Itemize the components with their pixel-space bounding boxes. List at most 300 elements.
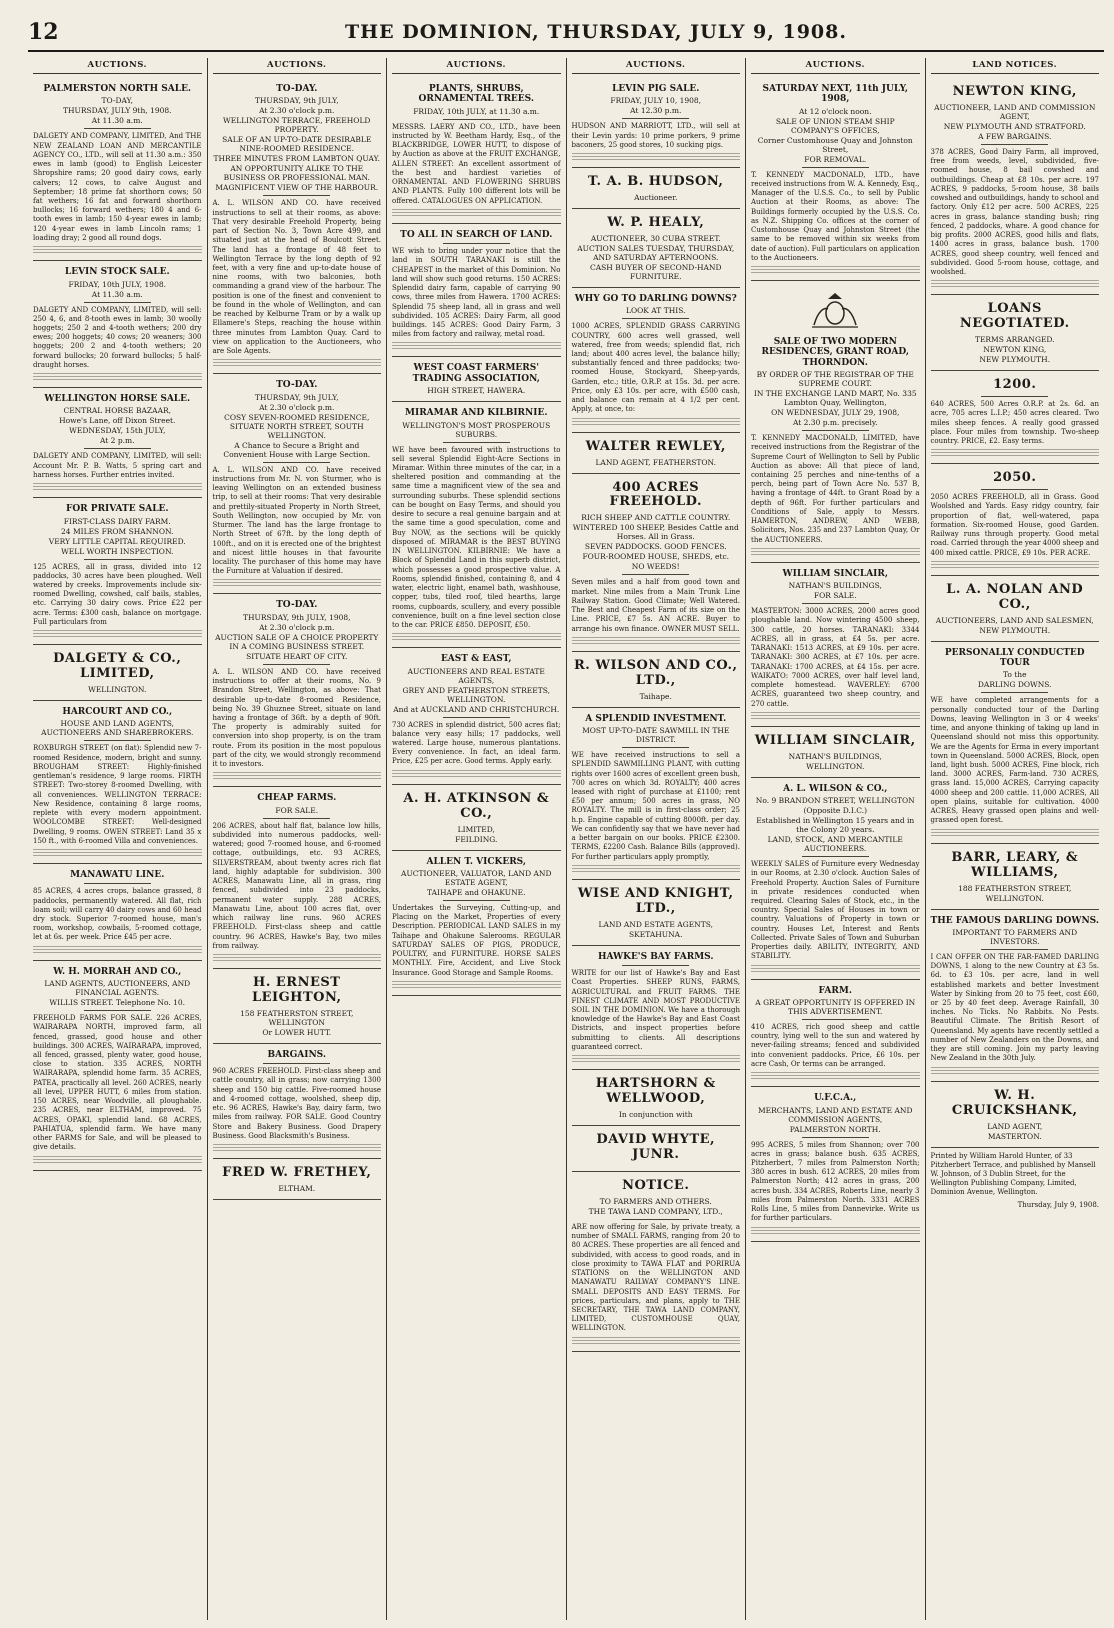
advertisement xyxy=(392,648,561,785)
ad-subline: FIRST-CLASS DAIRY FARM. xyxy=(63,516,171,526)
ad-subline: HOUSE AND LAND AGENTS, AUCTIONEERS AND SHAREBROKERS. xyxy=(41,719,194,738)
page-number: 12 xyxy=(28,19,59,45)
ad-body: A. L. WILSON AND CO. have received instructions from Mr. N. von Sturmer, who is leaving Wellington on an extended business trip, to sell at their rooms: That very desirable and prettily-situated Property in North Street, South Wellington, now occupied by Mr. von Sturmer. The land has the large frontage to North Street of 67ft. by the long depth of 100ft., and on it is erected one of the brightest and nicest little houses in that favourite locality. The purchaser of this home may have the Furniture at Valuation if desired. xyxy=(212,465,381,576)
ad-subline: (Opposite D.I.C.) xyxy=(803,806,868,816)
text-lines-filler xyxy=(751,1226,920,1234)
ad-headline: SATURDAY NEXT, 11th JULY, 1908, xyxy=(762,84,909,105)
advertisement xyxy=(751,78,920,281)
ad-subline: At 2.30 o'clock p.m. xyxy=(259,402,335,412)
masthead xyxy=(28,12,1104,52)
ad-headline: A SPLENDID INVESTMENT. xyxy=(585,713,727,724)
text-lines-filler xyxy=(33,848,202,856)
ad-subline: 24 MILES FROM SHANNON. xyxy=(61,526,174,536)
ad-body: A. L. WILSON AND CO. have received instructions to offer at their rooms, No. 9 Brandon Street, Wellington, as above: That desirable up-to-date 8-roomed Residence, being No. 39 Ghuznee Street, situate on land having a frontage of 36ft. by a depth of 90ft. The property is admirably suited for conversion into shop property, is on the tram route. From its position in the most populous part of the city, we would strongly recommend it to investors. xyxy=(212,667,381,769)
ad-headline: WHY GO TO DARLING DOWNS? xyxy=(574,293,737,304)
ad-body: Seven miles and a half from good town and market. Nine miles from a Main Trunk Line Railway Station. Good Climate; Well Watered. The Best and Cheapest Farm of its size on the Line. PRICE, £7 5s. AN ACRE. Buyer to arrange his own finance. OWNER MUST SELL. xyxy=(571,578,740,633)
text-lines-filler xyxy=(213,953,382,961)
ad-subline: THURSDAY, JULY 9th, 1908. xyxy=(62,106,172,116)
ad-subline: FEILDING. xyxy=(455,834,498,844)
advertisement xyxy=(751,727,920,778)
text-lines-filler xyxy=(931,1066,1100,1074)
ad-subline: AUCTION SALE OF A CHOICE PROPERTY IN A COMING BUSINESS STREET. xyxy=(215,632,379,651)
ad-headline: WELLINGTON HORSE SALE. xyxy=(44,394,191,405)
ad-subline: WELLINGTON TERRACE, FREEHOLD PROPERTY. xyxy=(223,116,371,135)
columns xyxy=(28,58,1104,1620)
text-lines-filler xyxy=(572,636,741,644)
ad-subline: In conjunction with xyxy=(618,1110,693,1120)
ad-subline: ON WEDNESDAY, JULY 29, 1908, xyxy=(771,408,900,418)
ad-subline: At 2.30 p.m. precisely. xyxy=(792,418,878,428)
ad-subline: At 2.30 o'clock p.m. xyxy=(259,106,335,116)
ad-subline: SITUATE HEART OF CITY. xyxy=(246,651,348,661)
printer-imprint: Printed by William Harold Hunter, of 33 Pitzherbert Terrace, and published by Mansell W. Johnson, of 3 Dublin Street, for the Wellington Publishing Company, Limited, Dominion Avenue, Wellington. xyxy=(930,1151,1096,1196)
ad-subline: GREY AND FEATHERSTON STREETS, WELLINGTON. xyxy=(402,685,550,704)
ad-subline: Or LOWER HUTT. xyxy=(262,1027,332,1037)
ad-divider xyxy=(84,448,151,449)
ad-body: 730 ACRES in splendid district, 500 acres flat; balance very easy hills; 17 paddocks, well watered. Large house, numerous plantations. Every convenience. In fact, an ideal farm. Price, £25 per acre. Good terms. Apply early. xyxy=(392,720,561,766)
ad-divider xyxy=(802,1137,869,1138)
ad-subline: Howe's Lane, off Dixon Street. xyxy=(59,416,176,426)
ad-subline: FOR REMOVAL. xyxy=(804,154,867,164)
ad-subline: 188 FEATHERSTON STREET, xyxy=(958,883,1072,893)
ad-headline: 2050. xyxy=(993,470,1037,486)
ad-headline: FRED W. FRETHEY, xyxy=(222,1165,372,1181)
advertisement xyxy=(572,209,741,288)
text-lines-filler xyxy=(931,560,1100,568)
ad-divider xyxy=(981,489,1048,490)
ad-body: 378 ACRES, Good Dairy Farm, all improved, free from weeds, level, subdivided, five-roomed house, 8 bail cowshed and outbuildings. Cheap at £8 10s. per acre. 197 ACRES, 9 paddocks, 5-room house, 38 bails cowshed and outbuildings, handy to school and factory. Only £12 per acre. 500 ACRES, 225 acres in grass, balance standing bush; ring fenced, 2 paddocks, whare. A good chance for big profits. 2000 ACRES, good hills and flats, 1400 acres in grass, balance bush. 1700 ACRES, good sheep country, well fenced and subdivided. Good 5-room house, cottage, and woolshed. xyxy=(930,147,1099,276)
ad-headline: BARR, LEARY, & WILLIAMS, xyxy=(951,849,1079,880)
ad-body: 410 ACRES, rich good sheep and cattle country, lying well to the sun and watered by never-failing streams; fenced and subdivided into convenient paddocks. Price, £6 10s. per acre Cash, Or terms can be arranged. xyxy=(751,1023,920,1068)
ad-subline: NATHAN'S BUILDINGS, xyxy=(788,751,882,761)
ad-body: MASTERTON: 3000 ACRES, 2000 acres good ploughable land. Now wintering 4500 sheep, 300 cattle, 20 horses. TARANAKI: 3344 ACRES, all in grass, at £4 5s. per acre. TARANAKI: 1513 ACRES, at £9 10s. per acre. TARANAKI: 300 ACRES, at £7 10s. per acre. TARANAKI: 1700 ACRES, at £4 15s. per acre. WAIKATO: 7000 ACRES, over half level land, complete homestead. WAVERLEY: 6700 ACRES, guaranteed two sheep country, and 270 cattle. xyxy=(751,607,920,708)
ad-divider xyxy=(443,442,510,443)
column-6 xyxy=(926,58,1105,1620)
column-heading: AUCTIONS. xyxy=(213,58,382,74)
ad-body: WE have completed arrangements for a personally conducted tour of the Darling Downs, leaving Wellington in 3 or 4 weeks' time, and anyone thinking of taking up land in Queensland should not miss this opportunity. We are the Agents for Erma in every important town in Queensland. 5000 ACRES, Block, open land, light bush. 5000 ACRES, Fine block, rich land. 3000 ACRES, Farm-land. 730 ACRES, grass land. 15,000 ACRES, Carrying capacity 4000 sheep and 200 cattle. 11,000 ACRES, All open plains, suitable for cultivation. 4000 ACRES, Heavy grassed open plains and well-grassed open forest. xyxy=(930,696,1099,825)
ad-headline: DAVID WHYTE, JUNR. xyxy=(596,1132,716,1162)
ad-subline: Corner Customhouse Quay and Johnston Street, xyxy=(757,135,913,154)
text-lines-filler xyxy=(751,265,920,273)
ad-subline: BY ORDER OF THE REGISTRAR OF THE SUPREME COURT. xyxy=(756,370,914,389)
ad-subline: NEW PLYMOUTH. xyxy=(979,625,1051,635)
advertisement xyxy=(931,1082,1100,1148)
ad-body: WE wish to bring under your notice that the land in SOUTH TARANAKI is still the CHEAPEST in the market of this Dominion. No land will show such good returns. 150 ACRES: Splendid dairy farm, capable of carrying 90 cows, three miles from Hawera. 1700 ACRES: Splendid 75 sheep land, all in grass and well subdivided. 105 ACRES: Dairy Farm, all good buildings. 145 ACRES: Good Dairy Farm, 3 miles from factory and railway, metal road. xyxy=(392,247,561,339)
ad-subline: AN OPPORTUNITY ALIKE TO THE BUSINESS OR PROFESSIONAL MAN. xyxy=(223,164,370,183)
text-lines-filler xyxy=(392,341,561,349)
ad-headline: TO ALL IN SEARCH OF LAND. xyxy=(400,229,553,240)
ad-body: WRITE for our list of Hawke's Bay and East Coast Properties. SHEEP RUNS, FARMS, AGRICULTURAL and FRUIT FARMS. THE FINEST CLIMATE AND MOST PRODUCTIVE SOIL IN THE DOMINION. We have a thorough knowledge of the Hawke's Bay and East Coast Districts, and inspect properties before submitting to clients. All descriptions guaranteed correct. xyxy=(571,969,740,1051)
advertisement xyxy=(572,652,741,708)
ad-body: 640 ACRES, 500 Acres O.R.P. at 2s. 6d. an acre, 705 acres L.I.P.; 450 acres cleared. Two miles sheep fences. A really good grassed place. Four miles from township. Two-sheep country. PRICE, £2. Easy terms. xyxy=(930,400,1099,445)
ad-headline: THE FAMOUS DARLING DOWNS. xyxy=(930,915,1099,926)
ad-subline: FOUR-ROOMED HOUSE, SHEDS, etc. xyxy=(582,552,730,562)
royal-coat-of-arms-icon xyxy=(751,289,920,333)
column-1 xyxy=(28,58,208,1620)
advertisement xyxy=(33,864,202,961)
advertisement xyxy=(392,785,561,851)
ad-subline: At 2.30 o'clock p.m. xyxy=(259,622,335,632)
advertisement xyxy=(931,642,1100,844)
ad-headline: MIRAMAR AND KILBIRNIE. xyxy=(405,408,548,419)
ad-headline: LOANS NEGOTIATED. xyxy=(959,301,1070,332)
text-lines-filler xyxy=(751,711,920,719)
ad-divider xyxy=(263,195,330,196)
ad-subline: WELLINGTON'S MOST PROSPEROUS SUBURBS. xyxy=(402,420,551,439)
ad-subline: AUCTIONEERS AND REAL ESTATE AGENTS, xyxy=(407,666,545,685)
imprint-date: Thursday, July 9, 1908. xyxy=(1017,1201,1099,1209)
text-lines-filler xyxy=(931,279,1100,287)
advertisement xyxy=(751,778,920,980)
ad-headline: ALLEN T. VICKERS, xyxy=(426,856,526,867)
ad-body: A. L. WILSON AND CO. have received instructions to sell at their rooms, as above: That very desirable Freehold Property, being part of Section No. 3, Town Acre 499, and situated just at the head of Boulcott Street. The land has a frontage of 48 feet to Wellington Terrace by the long depth of 92 feet, with a very fine and up-to-date house of nine rooms, with two balconies, both commanding a grand view of the harbour. The position is one of the finest and convenient to be found in the whole of Wellington, and can be reached by Kelburne Tram or by a walk up Ellamere's Steps, reaching the house within three minutes from Lambton Quay. Card to view on application to the Auctioneers, who are Sole Agents. xyxy=(212,199,381,356)
ad-subline: At 2 p.m. xyxy=(99,436,135,446)
ad-subline: THURSDAY, 9th JULY, 1908, xyxy=(242,612,351,622)
ad-subline: WELLINGTON. xyxy=(806,761,865,771)
ad-divider xyxy=(802,430,869,431)
ad-subline: SEVEN PADDOCKS. GOOD FENCES. xyxy=(584,542,727,552)
ad-subline: AUCTIONEER, LAND AND COMMISSION AGENT, xyxy=(934,102,1096,121)
ad-body: T. KENNEDY MACDONALD, LIMITED, have received instructions from the Registrar of the Supreme Court of Wellington to Sell by Public Auction as above: All that piece of land, containing 25 perches and nine-tenths of a perch, being part of Town Acre No. 537 B, having a frontage of 44ft. to Grant Road by a depth of 96ft. For further particulars and Conditions of Sale, apply to Messrs. HAMERTON, ANDREW, AND WEBB, Solicitors, Nos. 235 and 237 Lambton Quay, Or the AUCTIONEERS. xyxy=(751,434,920,544)
advertisement xyxy=(572,946,741,1070)
ad-divider xyxy=(622,965,689,966)
ad-divider xyxy=(443,900,510,901)
ad-subline: WINTERED 100 SHEEP, Besides Cattle and Horses. All in Grass. xyxy=(572,523,739,542)
column-heading: AUCTIONS. xyxy=(33,58,202,74)
ad-subline: At 11.30 a.m. xyxy=(91,289,143,299)
advertisement xyxy=(572,1070,741,1126)
ad-subline: At 12 o'clock noon. xyxy=(798,106,872,116)
ad-headline: 1200. xyxy=(993,377,1037,393)
ad-subline: Taihape. xyxy=(639,691,672,701)
ad-subline: No. 9 BRANDON STREET, WELLINGTON xyxy=(755,796,915,806)
advertisement xyxy=(572,708,741,880)
advertisement xyxy=(33,961,202,1171)
column-heading: AUCTIONS. xyxy=(392,58,561,74)
ad-subline: MOST UP-TO-DATE SAWMILL IN THE DISTRICT. xyxy=(582,726,730,745)
ad-body: DALGETY AND COMPANY, LIMITED, will sell: 250 4, 6, and 8-tooth ewes in lamb; 30 woolly hoggets; 250 2 and 4-tooth wethers; 200 dry ewes; 200 hoggets; 40 cows; 20 weaners; 300 hoggets; 200 2 and 4-tooth wethers; 20 forward bullocks; 20 forward bullocks; 5 half-draught horses. xyxy=(33,305,202,369)
text-lines-filler xyxy=(33,629,202,637)
text-lines-filler xyxy=(392,769,561,777)
newspaper-title: THE DOMINION, THURSDAY, JULY 9, 1908. xyxy=(345,21,847,43)
text-lines-filler xyxy=(33,1155,202,1163)
text-lines-filler xyxy=(33,482,202,490)
ad-headline: FARM. xyxy=(818,985,852,996)
ad-subline: A Chance to Secure a Bright and Convenient House with Large Section. xyxy=(223,440,371,459)
ad-divider xyxy=(981,949,1048,950)
text-lines-filler xyxy=(33,372,202,380)
ad-subline: At 11.30 a.m. xyxy=(91,116,143,126)
ad-subline: LAND AGENTS, AUCTIONEERS, AND FINANCIAL AGENTS. xyxy=(44,979,191,998)
advertisement xyxy=(931,295,1100,371)
ad-headline: BARGAINS. xyxy=(267,1049,326,1060)
ad-headline: T. A. B. HUDSON, xyxy=(588,174,724,190)
ad-subline: HIGH STREET, HAWERA. xyxy=(427,386,526,396)
advertisement xyxy=(213,1044,382,1159)
ad-subline: AUCTIONEER, 30 CUBA STREET. xyxy=(590,233,721,243)
advertisement xyxy=(213,594,382,787)
text-lines-filler xyxy=(213,358,382,366)
ad-headline: WISE AND KNIGHT, LTD., xyxy=(577,885,734,916)
advertisement xyxy=(572,880,741,946)
ad-body: ROXBURGH STREET (on flat): Splendid new 7-roomed Residence, modern, bright and sunny. BROUGHAM STREET: Highly-finished gentleman's residence, 9 large rooms. FIRTH STREET: Two-storey 8-roomed Dwelling, with all conveniences. WELLINGTON TERRACE: New Residence, containing 8 large rooms, replete with every modern appointment. WOOLCOMBE STREET: Well-designed Dwelling, 9 rooms. OWEN STREET: Land 35 x 150 ft., with 6-roomed Villa and conveniences. xyxy=(33,744,202,845)
ad-subline: And at AUCKLAND AND CHRISTCHURCH. xyxy=(393,704,560,714)
column-heading: LAND NOTICES. xyxy=(931,58,1100,74)
column-5 xyxy=(746,58,926,1620)
ad-subline: TO-DAY, xyxy=(101,96,133,106)
ad-subline: TERMS ARRANGED. xyxy=(974,335,1055,345)
advertisement xyxy=(213,374,382,594)
ad-headline: NOTICE. xyxy=(622,1177,690,1193)
ad-subline: SKETAHUNA. xyxy=(629,929,683,939)
ad-subline: WILLIS STREET. Telephone No. 10. xyxy=(49,998,186,1008)
ad-headline: A. L. WILSON & CO., xyxy=(783,783,888,794)
text-lines-filler xyxy=(213,578,382,586)
ad-headline: NEWTON KING, xyxy=(952,84,1077,99)
ad-body: FREEHOLD FARMS FOR SALE. 226 ACRES, WAIRARAPA NORTH, improved farm, all fenced, grassed, good house and other buildings. 300 ACRES, WAIRARAPA, improved, all fenced, grassed, plenty water, good house, close to station. 335 ACRES, NORTH WAIRARAPA, splendid home farm. 35 ACRES, PATEA, practically all level. 260 ACRES, nearly all level, UPPER HUTT, 6 miles from station. 150 ACRES, near Woodville, all ploughable. 235 ACRES, near ELTHAM, improved. 75 ACRES, OPAKI, splendid land. 68 ACRES, PAHIATUA, splendid farm. We have many other FARMS for Sale, and will be pleased to give details. xyxy=(33,1014,202,1152)
ad-body: 2050 ACRES FREEHOLD, all in Grass. Good Woolshed and Yards. Easy ridgy country, fair proportion of flat, well-watered, papa formation. Six-roomed House, good Garden. Railway runs through property. Good metal road. Carried through the year 4000 sheep and 400 mixed cattle. PRICE, £9 10s. PER ACRE. xyxy=(930,493,1099,557)
advertisement xyxy=(751,980,920,1088)
ad-divider xyxy=(84,128,151,129)
text-lines-filler xyxy=(572,152,741,160)
ad-subline: FOR SALE. xyxy=(275,805,319,815)
ad-headline: MANAWATU LINE. xyxy=(70,869,165,880)
ad-body: T. KENNEDY MACDONALD, LTD., have received instructions from W. A. Kennedy, Esq., Manager of the U.S.S. Co., to sell by Public Auction at their Rooms, as above: The Buildings formerly occupied by the U.S.S. Co. as N.Z. Shipping Co. offices at the corner of Customhouse Quay and Johnston Street (the same to be removed within six weeks from date of auction). Full particulars on application to the Auctioneers. xyxy=(751,170,920,262)
advertisement xyxy=(392,357,561,402)
ad-subline: LOOK AT THIS. xyxy=(626,306,686,316)
ad-body: ARE now offering for Sale, by private treaty, a number of SMALL FARMS, ranging from 20 to 80 ACRES. These properties are all fenced and subdivided, with access to good roads, and in close proximity to TAWA FLAT and PORIRUA STATIONS on the WELLINGTON AND MANAWATU RAILWAY COMPANY'S LINE. SMALL DEPOSITS AND EASY TERMS. For prices, particulars, and plans, apply to THE SECRETARY, THE TAWA LAND COMPANY, LIMITED, CUSTOMHOUSE QUAY, WELLINGTON. xyxy=(571,1222,740,1333)
ad-subline: FRIDAY, 10th JULY, at 11.30 a.m. xyxy=(413,106,540,116)
text-lines-filler xyxy=(572,1054,741,1062)
column-2 xyxy=(208,58,388,1620)
advertisement xyxy=(572,288,741,433)
ad-headline: A. H. ATKINSON & CO., xyxy=(403,790,550,821)
masthead-rule xyxy=(28,50,1104,52)
ad-headline: W. H. MORRAH AND CO., xyxy=(53,966,182,977)
text-lines-filler xyxy=(572,864,741,872)
column-4 xyxy=(567,58,747,1620)
ad-body: WEEKLY SALES of Furniture every Wednesday in our Rooms, at 2.30 o'clock. Auction Sales of Freehold Property. Auction Sales of Furniture in private residences conducted when required. Clearing Sales of Stock, etc., in the country. Special Sales of Houses in town or country. Valuations of Property in town or country. Houses Let, Interest and Rents Collected. Private Sales of Town and Suburban Properties daily. ABILITY, INTEGRITY, AND STABILITY. xyxy=(751,860,920,961)
ad-subline: SALE OF AN UP-TO-DATE DESIRABLE NINE-ROOMED RESIDENCE. xyxy=(222,135,372,154)
advertisement xyxy=(213,1159,382,1200)
column-heading: AUCTIONS. xyxy=(572,58,741,74)
ad-subline: THURSDAY, 9th JULY, xyxy=(254,392,339,402)
ad-divider xyxy=(443,119,510,120)
ad-headline: PERSONALLY CONDUCTED TOUR xyxy=(944,647,1085,668)
ad-divider xyxy=(802,167,869,168)
advertisement xyxy=(931,576,1100,642)
text-lines-filler xyxy=(751,964,920,972)
ad-divider xyxy=(622,574,689,575)
ad-divider xyxy=(443,717,510,718)
ad-divider xyxy=(263,664,330,665)
ad-headline: PALMERSTON NORTH SALE. xyxy=(43,84,192,94)
ad-headline: WILLIAM SINCLAIR, xyxy=(782,568,888,579)
ad-subline: NO WEEDS! xyxy=(631,562,680,572)
ad-subline: THE TAWA LAND COMPANY, LTD., xyxy=(588,1206,723,1216)
ad-divider xyxy=(622,118,689,119)
ad-body: DALGETY AND COMPANY, LIMITED, And THE NEW ZEALAND LOAN AND MERCANTILE AGENCY CO., LTD., will sell at 11.30 a.m.: 350 ewes in lamb (good) to English Leicester Shropshire rams; 20 good dairy cows, early calvers; 12 cows, to calve August and September; 18 prime fat shorthorn cows; 50 fat wethers; 16 fat and forward shorthorn bullocks; 16 forward wethers; 180 4 and 6-tooth ewes in lamb; 150 4-year ewes in lamb; 120 4-year ewes in lamb Lincoln rams; 1 loading dray; 2 good all round dogs. xyxy=(33,132,202,242)
ad-subline: PALMERSTON NORTH. xyxy=(789,1124,881,1134)
ad-headline: HAWKE'S BAY FARMS. xyxy=(597,951,714,962)
ad-subline: Auctioneer. xyxy=(634,192,678,202)
ad-subline: NEWTON KING, xyxy=(983,345,1047,355)
ad-headline: R. WILSON AND CO., LTD., xyxy=(573,657,738,688)
advertisement xyxy=(931,371,1100,464)
ad-body: Undertakes the Surveying, Cutting-up, and Placing on the Market, Properties of every Description. PERIODICAL LAND SALES in my Taihape and Ohakune Salerooms. REGULAR SATURDAY SALES OF PIGS, PRODUCE, POULTRY, and FURNITURE. HORSE SALES MONTHLY. Fire, Accident, and Live Stock Insurance. Good Storage and Sample Rooms. xyxy=(392,903,561,977)
ad-subline: NEW PLYMOUTH AND STRATFORD. xyxy=(943,121,1086,131)
text-lines-filler xyxy=(33,245,202,253)
text-lines-filler xyxy=(33,945,202,953)
ad-headline: H. ERNEST LEIGHTON, xyxy=(251,975,342,1005)
ad-subline: IMPORTANT TO FARMERS AND INVESTORS. xyxy=(952,927,1078,946)
column-3 xyxy=(387,58,567,1620)
ad-body: 1000 ACRES, SPLENDID GRASS CARRYING COUNTRY, 600 acres well grassed, well watered, free from weeds; splendid flat, rich land; about 400 acres level, the balance hilly; substantially fenced and three paddocks; two-roomed House, Stockyard, Sheep-yards, Garden, etc.; title, O.R.P. at 15s. 3d. per acre. Price, only £3 10s. per acre, with £500 cash, and balance can remain at 4 1/2 per cent. Apply, at once, to: xyxy=(571,322,740,414)
advertisement xyxy=(572,474,741,652)
advertisement xyxy=(392,78,561,224)
ad-body: WE have been favoured with instructions to sell several Splendid Eight-Acre Sections in Miramar. Within three minutes of the car, in a sheltered position and commanding at the same time a magnificent view of the sea and surrounding suburbs. These splendid sections can be bought on Easy Terms, and should you desire to secure a real genuine bargain and at the same time a good speculation, come and Buy NOW, as the sections will be quickly disposed of. MIRAMAR is the BEST BUYING IN WELLINGTON. KILBIRNIE: We have a Block of Splendid Land in this superb district, which possesses a good prospective value. A Rooms, splendid finished, containing 8, and 4 water, electric light, enamel bath, washhouse, copper, tubs, tiled roof, tiled hearths, large rooms, cupboards, scullery, and every possible convenience, built on a fine level section close to the car. PRICE £850. DEPOSIT, £50. xyxy=(392,445,561,629)
ad-subline: NEW PLYMOUTH. xyxy=(979,355,1051,365)
advertisement xyxy=(572,1172,741,1352)
ad-headline: TO-DAY. xyxy=(276,84,318,94)
ad-subline: VERY LITTLE CAPITAL REQUIRED. xyxy=(48,536,186,546)
ad-divider xyxy=(622,747,689,748)
ad-body: I CAN OFFER ON THE FAR-FAMED DARLING DOWNS, 1 along to the new Country at £3 5s. 6d. to £3 10s. per acre, land in well established markets and better Investment Water by Sinking from 20 to 75 feet, cost £60, or 25 by 40 feet deep. Average Rainfall, 30 inches. No Ticks. No Rabbits. No Pests. Beautiful Climate. The British Resort of Queensland. My agents have recently settled a number of New Zealanders on the Downs, and they are still coming. Join my party leaving New Zealand in the 30th July. xyxy=(930,952,1099,1063)
advertisement xyxy=(33,498,202,645)
ad-body: HUDSON AND MARRIOTT, LTD., will sell at their Levin yards: 10 prime porkers, 9 prime baconers, 25 good stores, 10 sucking pigs. xyxy=(571,122,740,149)
text-lines-filler xyxy=(392,632,561,640)
ad-divider xyxy=(802,603,869,604)
text-lines-filler xyxy=(572,1336,741,1344)
ad-subline: CASH BUYER OF SECOND-HAND FURNITURE. xyxy=(589,262,722,281)
ad-headline: 400 ACRES FREEHOLD. xyxy=(609,479,702,510)
ad-subline: A GREAT OPPORTUNITY IS OFFERED IN THIS ADVERTISEMENT. xyxy=(755,998,916,1016)
ad-subline: MAGNIFICENT VIEW OF THE HARBOUR. xyxy=(215,183,379,193)
ad-headline: HARTSHORN & WELLWOOD, xyxy=(595,1076,716,1107)
ad-headline: CHEAP FARMS. xyxy=(257,793,337,804)
ad-headline: TO-DAY. xyxy=(276,600,318,611)
ad-subline: WELL WORTH INSPECTION. xyxy=(61,546,174,556)
ad-headline: PLANTS, SHRUBS, ORNAMENTAL TREES. xyxy=(418,84,534,105)
ad-headline: W. H. CRUICKSHANK, xyxy=(951,1087,1078,1118)
ad-headline: U.F.C.A., xyxy=(814,1093,857,1104)
ad-divider xyxy=(263,818,330,819)
advertisement xyxy=(931,464,1100,576)
ad-subline: LAND AGENT, FEATHERSTON. xyxy=(595,457,717,467)
ad-divider xyxy=(84,740,151,741)
advertisement xyxy=(392,851,561,996)
text-lines-filler xyxy=(392,980,561,988)
ad-subline: WELLINGTON. xyxy=(88,685,147,695)
ad-body: 125 ACRES, all in grass, divided into 12 paddocks, 30 acres have been ploughed. Well watered by creeks. Improvements include six-roomed Dwelling, cowshed, calf bails, stables, etc. Carrying 30 dairy cows. Price £22 per acre. Terms: £300 cash, balance on mortgage. Full particulars from xyxy=(33,562,202,626)
ad-subline: SALE OF UNION STEAM SHIP COMPANY'S OFFICES, xyxy=(775,116,895,135)
ad-headline: FOR PRIVATE SALE. xyxy=(65,504,169,515)
text-lines-filler xyxy=(931,828,1100,836)
ad-divider xyxy=(84,883,151,884)
advertisement xyxy=(392,402,561,648)
text-lines-filler xyxy=(751,547,920,555)
ad-subline: AUCTIONEERS, LAND AND SALESMEN, xyxy=(935,615,1094,625)
ad-headline: L. A. NOLAN AND CO., xyxy=(946,581,1084,612)
text-lines-filler xyxy=(213,771,382,779)
ad-subline: NATHAN'S BUILDINGS, xyxy=(788,581,882,591)
advertisement xyxy=(33,261,202,388)
ad-headline: W. P. HEALY, xyxy=(607,214,705,230)
ad-subline: TO FARMERS AND OTHERS. xyxy=(599,1196,712,1206)
ad-subline: LIMITED, xyxy=(457,824,495,834)
ad-subline: MASTERTON. xyxy=(987,1131,1042,1141)
advertisement xyxy=(572,78,741,168)
advertisement xyxy=(751,1087,920,1241)
ad-divider xyxy=(84,559,151,560)
ad-body: MESSRS. LAERY AND CO., LTD., have been instructed by W. Beetham Hardy, Esq., of the BLACKBRIDGE, LOWER HUTT, to dispose of by Auction as above at the FRUIT EXCHANGE, ALLEN STREET: An excellent assortment of the best and hardiest varieties of ORNAMENTAL AND FLOWERING SHRUBS AND PLANTS. Fully 100 different lots will be offered. CATALOGUES ON APPLICATION. xyxy=(392,122,561,205)
ad-subline: ELTHAM. xyxy=(278,1184,316,1194)
ad-divider xyxy=(84,302,151,303)
ad-subline: COSY SEVEN-ROOMED RESIDENCE, SITUATE NORTH STREET, SOUTH WELLINGTON. xyxy=(224,412,370,440)
ad-headline: EAST & EAST, xyxy=(440,654,512,665)
advertisement xyxy=(931,910,1100,1082)
ad-subline: THREE MINUTES FROM LAMBTON QUAY. xyxy=(213,154,381,164)
ad-subline: LAND AND ESTATE AGENTS, xyxy=(598,919,713,929)
advertisement xyxy=(931,78,1100,295)
ad-subline: AUCTION SALES TUESDAY, THURSDAY, AND SATURDAY AFTERNOONS. xyxy=(577,243,735,262)
ad-subline: WEDNESDAY, 15th JULY, xyxy=(69,426,166,436)
ad-divider xyxy=(981,144,1048,145)
text-lines-filler xyxy=(751,1071,920,1079)
ad-subline: RICH SHEEP AND CATTLE COUNTRY. xyxy=(581,513,731,523)
ad-subline: FOR SALE. xyxy=(813,591,857,601)
ad-headline: DALGETY & CO., LIMITED, xyxy=(53,651,182,682)
ad-divider xyxy=(802,1019,869,1020)
advertisement xyxy=(572,433,741,474)
ad-body: 995 ACRES, 5 miles from Shannon; over 700 acres in grass; balance bush. 635 ACRES, Pitzherbert, 7 miles from Palmerston North; 380 acres in bush. 612 ACRES, 20 miles from Palmerston North; 412 acres in grass, 200 acres bush. 334 ACRES, Roberts Line, nearly 3 miles from Palmerston North. 3331 ACRES Rolls Line, 5 miles from Dannevirke. Write us for further particulars. xyxy=(751,1140,920,1223)
advertisement xyxy=(33,388,202,498)
advertisement xyxy=(572,1126,741,1172)
ad-subline: At 12.30 p.m. xyxy=(630,106,682,116)
ad-subline: DARLING DOWNS. xyxy=(977,680,1052,690)
ad-headline: SALE OF TWO MODERN RESIDENCES, GRANT ROAD, THORNDON. xyxy=(761,337,910,368)
ad-subline: CENTRAL HORSE BAZAAR, xyxy=(63,406,172,416)
ad-body: 960 ACRES FREEHOLD. First-class sheep and cattle country, all in grass; now carrying 1300 sheep and 150 big cattle. Five-roomed house and 4-roomed cottage, woolshed, sheep dip, etc. 96 ACRES, Hawke's Bay, dairy farm, two miles from railway. FOR SALE. Good Country Store and Bakery Business. Good Drapery Business. Good Blacksmith's Business. xyxy=(212,1067,381,1140)
ad-body: 85 ACRES, 4 acres crops, balance grassed, 8 paddocks, permanently watered. All flat, rich loam soil; will carry 40 dairy cows and 60 head dry stock. Superior 7-roomed house, man's room, workshop, cowbails, 5-roomed cottage, let at 6s. per week. Price £45 per acre. xyxy=(33,887,202,942)
ad-divider xyxy=(263,462,330,463)
ad-headline: WALTER REWLEY, xyxy=(585,438,726,454)
text-lines-filler xyxy=(213,1143,382,1151)
ad-subline: FRIDAY, JULY 10, 1908, xyxy=(610,96,702,106)
ad-headline: WILLIAM SINCLAIR, xyxy=(754,732,916,748)
ad-subline: LAND, STOCK, AND MERCANTILE AUCTIONEERS. xyxy=(767,835,903,854)
advertisement xyxy=(572,168,741,209)
ad-divider xyxy=(622,318,689,319)
advertisement xyxy=(33,701,202,864)
ad-body: DALGETY AND COMPANY, LIMITED, will sell: Account Mr. P. B. Watts, 5 spring cart and harness horses. Further entries invited. xyxy=(33,452,202,479)
ad-divider xyxy=(802,856,869,857)
ad-divider xyxy=(443,243,510,244)
advertisement xyxy=(33,78,202,261)
ad-subline: TAIHAPE and OHAKUNE. xyxy=(426,887,526,897)
advertisement xyxy=(213,969,382,1044)
ad-headline: LEVIN PIG SALE. xyxy=(612,84,700,94)
ad-subline: A FEW BARGAINS. xyxy=(978,131,1052,141)
ad-headline: TO-DAY. xyxy=(276,380,318,391)
ad-headline: HARCOURT AND CO., xyxy=(62,707,173,718)
advertisement xyxy=(213,78,382,374)
advertisement xyxy=(213,787,382,969)
ad-subline: To the xyxy=(1002,670,1027,680)
column-heading: AUCTIONS. xyxy=(751,58,920,74)
ad-subline: IN THE EXCHANGE LAND MART, No. 335 Lambton Quay, Wellington, xyxy=(753,389,917,408)
ad-subline: AUCTIONEER, VALUATOR, LAND AND ESTATE AGENT, xyxy=(401,868,552,887)
